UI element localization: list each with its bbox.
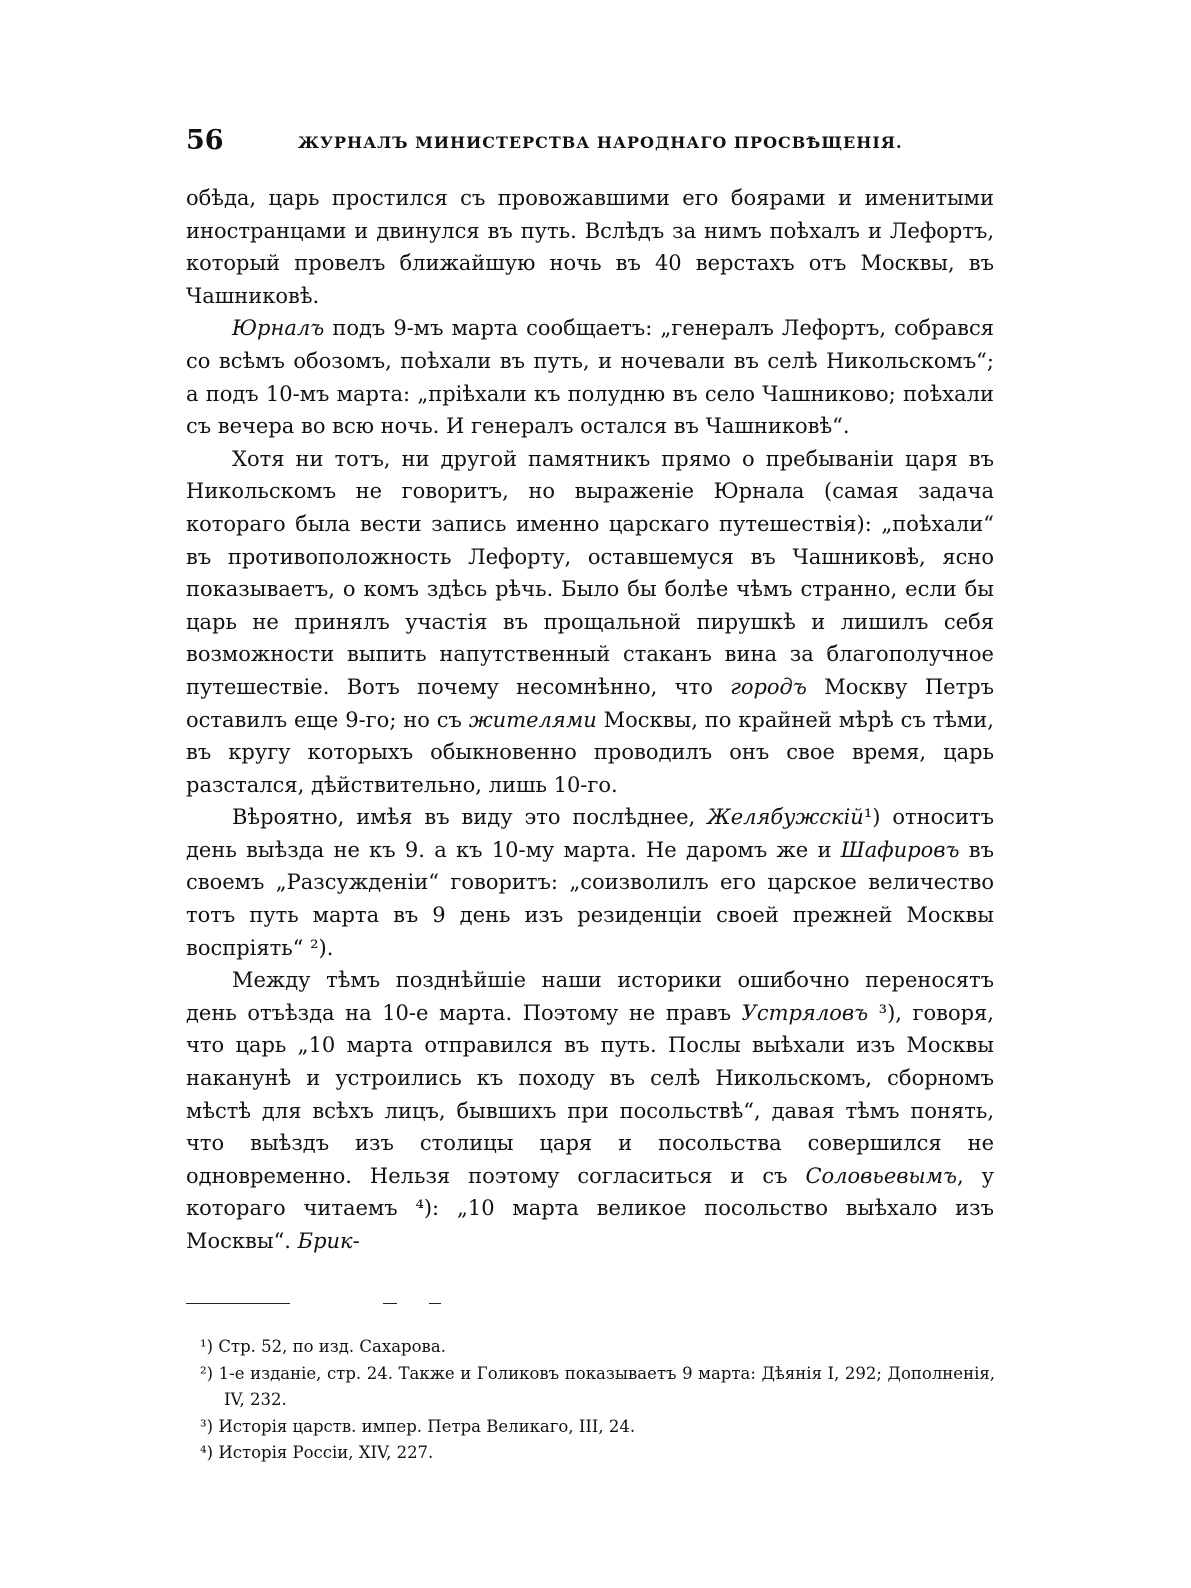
- footnote-text: Стр. 52, по изд. Сахарова.: [218, 1337, 446, 1356]
- running-title: ЖУРНАЛЪ МИНИСТЕРСТВА НАРОДНАГО ПРОСВѢЩЕНІЯ.: [298, 133, 903, 152]
- italic-term: Желябужскій: [707, 805, 864, 830]
- paragraph-3: [186, 443, 994, 802]
- paragraph-4: [186, 801, 994, 964]
- footnotes: [200, 1334, 995, 1467]
- paragraph-text: Между тѣмъ позднѣйшіе наши историки ошибочно переносятъ день отъѣзда на 10-е марта. Поэтому не правъ: [186, 968, 994, 1025]
- footnote-text: Исторія царств. импер. Петра Великаго, III, 24.: [218, 1416, 636, 1436]
- footnote-3: [200, 1414, 995, 1441]
- footnote-4: [200, 1440, 995, 1467]
- paragraph-text: ¹) относитъ день выѣзда не къ 9. а къ 10-му марта. Не даромъ же и: [186, 805, 994, 862]
- paragraph-text: въ своемъ „Разсужденіи“ говоритъ: „соизволилъ его царское величество тотъ путь марта въ 9 день изъ резиденціи своей прежней Москвы воспріять“ ²).: [186, 837, 994, 960]
- paragraph-text: Вѣроятно, имѣя въ виду это послѣднее,: [232, 805, 708, 830]
- italic-term: городъ: [730, 674, 807, 699]
- footnote-mark: ⁴): [200, 1443, 214, 1462]
- italic-term: Соловьевымъ: [805, 1163, 957, 1188]
- italic-term: Юрналъ: [232, 316, 325, 341]
- footnote-text: 1-е изданіе, стр. 24. Также и Голиковъ показываетъ 9 марта: Дѣянія I, 292; Дополненія, IV, 232.: [218, 1363, 996, 1409]
- italic-term: жителями: [468, 707, 597, 732]
- paragraph-text: Хотя ни тотъ, ни другой памятникъ прямо о пребываніи царя въ Никольскомъ не говоритъ, но выраженіе Юрнала (самая задача котораго была вести запись именно царскаго путешествія): „поѣхали“ въ противоположность Лефорту, оставшемуся въ Чашниковѣ, ясно показываетъ, о комъ здѣсь рѣчь. Было бы болѣе чѣмъ странно, если бы царь не принялъ участія въ прощальной пирушкѣ и лишилъ себя возможности выпить напутственный стаканъ вина за благополучное путешествіе. Вотъ почему несомнѣнно, что: [186, 446, 994, 699]
- footnote-1: [200, 1334, 995, 1361]
- footnote-2: [200, 1361, 995, 1414]
- footnote-separator-dash: [383, 1303, 397, 1304]
- paragraph-5: [186, 964, 994, 1257]
- footnote-mark: ²): [200, 1363, 214, 1383]
- paragraph-1: [186, 182, 994, 312]
- paragraph-text: обѣда, царь простился съ провожавшими его боярами и именитыми иностранцами и двинулся въ путь. Вслѣдъ за нимъ поѣхалъ и Лефортъ, который провелъ ближайшую ночь въ 40 верстахъ отъ Москвы, въ Чашниковѣ.: [186, 186, 994, 308]
- footnote-text: Исторія Россіи, XIV, 227.: [218, 1443, 434, 1462]
- footnote-separator: [186, 1303, 290, 1304]
- footnote-mark: ³): [200, 1416, 214, 1436]
- body-text: [186, 182, 994, 1258]
- paragraph-text: , у котораго читаемъ ⁴): „10 марта великое посольство выѣхало изъ Москвы“.: [186, 1163, 994, 1253]
- paragraph-text: ³), говоря, что царь „10 марта отправился въ путь. Послы выѣхали изъ Москвы наканунѣ и устроились къ походу въ селѣ Никольскомъ, сборномъ мѣстѣ для всѣхъ лицъ, бывшихъ при посольствѣ“, давая тѣмъ понять, что выѣздъ изъ столицы царя и посольства совершился не одновременно. Нельзя поэтому согласиться и съ: [186, 1000, 994, 1188]
- paragraph-2: [186, 312, 994, 442]
- paragraph-text: подъ 9-мъ марта сообщаетъ: „генералъ Лефортъ, собрався со всѣмъ обозомъ, поѣхали въ путь, и ночевали въ селѣ Никольскомъ“; а подъ 10-мъ марта: „пріѣхали къ полудню въ село Чашниково; поѣхали съ вечера во всю ночь. И генералъ остался въ Чашниковѣ“.: [186, 316, 994, 439]
- paragraph-text: Москвы, по крайней мѣрѣ съ тѣми, въ кругу которыхъ обыкновенно проводилъ онъ свое время, царь разстался, дѣйствительно, лишь 10-го.: [186, 707, 994, 797]
- footnote-separator-dash: [429, 1303, 441, 1304]
- page-header: [186, 124, 996, 164]
- italic-term: Устряловъ: [741, 1000, 869, 1025]
- paragraph-text: Москву Петръ оставилъ еще 9-го; но съ: [186, 674, 994, 732]
- italic-term: Брик-: [297, 1229, 360, 1253]
- page-number: 56: [186, 125, 224, 156]
- italic-term: Шафировъ: [840, 837, 960, 862]
- footnote-mark: ¹): [200, 1337, 214, 1356]
